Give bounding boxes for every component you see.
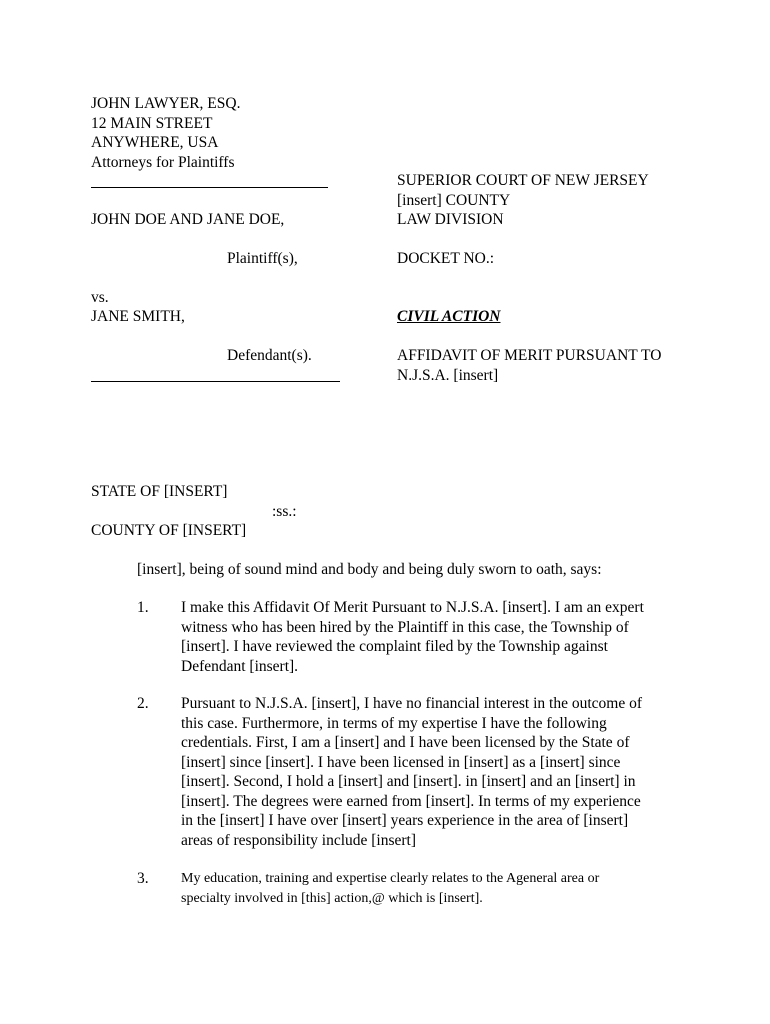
paragraph-1-line: witness who has been hired by the Plaintiff in this case, the Township of [181,618,629,636]
defendant-label: Defendant(s). [227,347,312,364]
caption-top-rule [91,187,328,188]
paragraph-1-line: I make this Affidavit Of Merit Pursuant to N.J.S.A. [insert]. I am an expert [181,599,644,616]
venue-county: COUNTY OF [INSERT] [91,522,247,539]
court-county: [insert] COUNTY [397,191,511,209]
versus: vs. [91,289,109,306]
attorney-name: JOHN LAWYER, ESQ. [91,95,241,112]
venue-ss: :ss.: [272,503,297,520]
paragraph-3-number: 3. [137,870,149,887]
caption-bottom-rule [91,381,340,382]
affiant-intro: [insert], being of sound mind and body and being duly sworn to oath, says: [137,561,602,578]
document-title-line-1: AFFIDAVIT OF MERIT PURSUANT TO [397,347,662,364]
paragraph-2-line: in the [insert] I have over [insert] years experience in the area of [insert] [181,812,629,829]
document-title [397,346,661,385]
paragraph-1-line: Defendant [insert]. [181,657,299,675]
docket-number: DOCKET NO.: [397,250,495,267]
paragraph-3-line: specialty involved in [this] action,@ which is [insert]. [181,890,483,906]
plaintiff-label: Plaintiff(s), [227,250,298,267]
paragraph-1-line: [insert]. I have reviewed the complaint filed by the Township against [181,638,608,655]
attorney-block [91,94,240,172]
plaintiffs-names: JOHN DOE AND JANE DOE, [91,211,285,228]
paragraph-2-line: credentials. First, I am a [insert] and I have been licensed by the State of [181,734,630,751]
paragraph-2-line: areas of responsibility include [insert] [181,831,417,849]
paragraph-2-line: [insert]. The degrees were earned from [insert]. In terms of my experience [181,792,641,810]
attorney-role: Attorneys for Plaintiffs [91,153,235,171]
paragraph-2-line: [insert] since [insert]. I have been licensed in [insert] as a [insert] since [181,753,621,771]
paragraph-3-line: My education, training and expertise clearly relates to the Ageneral area or [181,871,600,886]
paragraph-2-line: Pursuant to N.J.S.A. [insert], I have no financial interest in the outcome of [181,695,643,712]
court-division: LAW DIVISION [397,211,504,228]
document-title-line-2: N.J.S.A. [insert] [397,366,499,384]
court-block [397,171,649,230]
attorney-street: 12 MAIN STREET [91,114,213,132]
paragraph-2-number: 2. [137,695,149,712]
court-name: SUPERIOR COURT OF NEW JERSEY [397,172,649,189]
paragraph-2-line: [insert]. Second, I hold a [insert] and [insert]. in [insert] and an [insert] in [181,773,636,790]
defendant-name: JANE SMITH, [91,308,185,325]
venue-state: STATE OF [INSERT] [91,483,228,500]
paragraph-2-line: this case. Furthermore, in terms of my expertise I have the following [181,714,607,732]
paragraph-1 [181,598,701,676]
attorney-city: ANYWHERE, USA [91,134,219,151]
paragraph-1-number: 1. [137,599,149,616]
paragraph-2 [181,694,701,850]
paragraph-3 [181,869,701,908]
civil-action-heading: CIVIL ACTION [397,308,501,325]
